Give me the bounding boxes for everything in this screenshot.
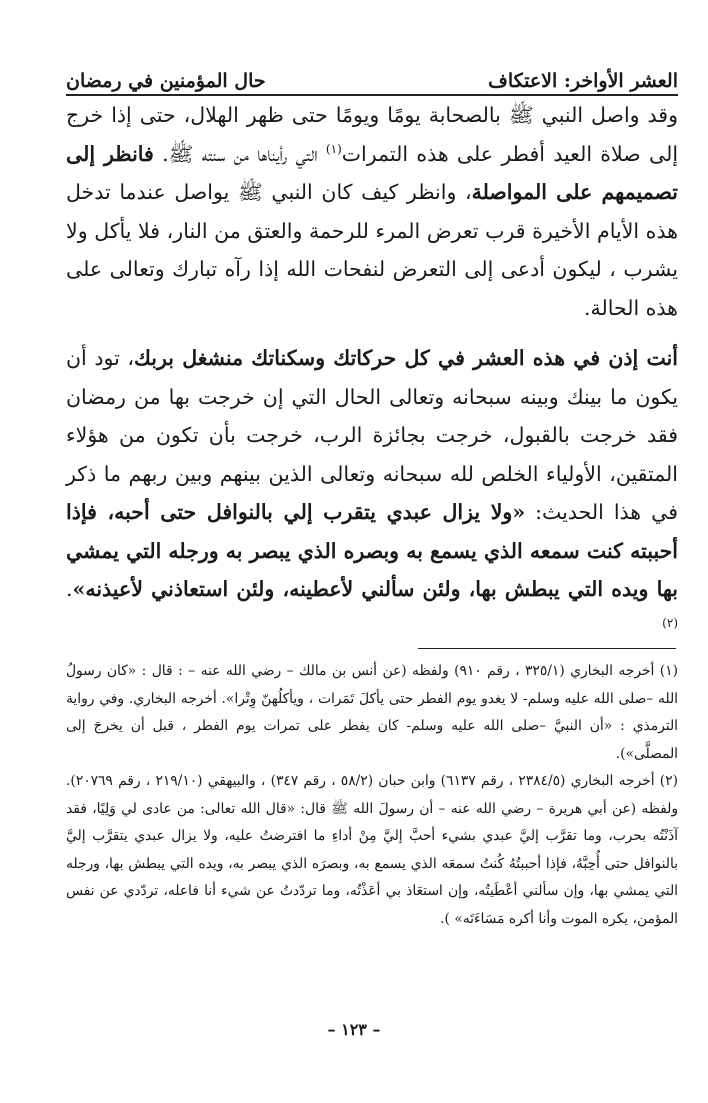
footnote-1: (١) أخرجه البخاري (٣٢٥/١ ، رقم ٩١٠) ولفظه (عن أنس بن مالك – رضي الله عنه – : قال : «كان رسولُ الله –صلى الله عليه وسلم- لا يغدو يوم الفطر حتى يأكلَ تَمَرات ، ويأكلُهنّ وِتْرا». أخرجه البخاري. وفي رواية الترمذي : «أن النبيَّ –صلى الله عليه وسلم- كان يفطر على تمرات يوم الفطر ، قبل أن يخرجَ إلى المصلَّى»).: [66, 663, 678, 762]
paragraph-1: وقد واصل النبي ﷺ بالصحابة يومًا ويومًا حتى ظهر الهلال، حتى إذا خرج إلى صلاة العيد أفطر على هذه التمرات$^{(١)}$ التي رأيناها من سنته ﷺ. فانظر إلى تصميمهم على المواصلة، وانظر كيف كان النبي ﷺ يواصل عندما تدخل هذه الأيام الأخيرة قرب تعرض المرء للرحمة والعتق من النار، فلا يأكل ولا يشرب ، ليكون أدعى إلى التعرض لنفحات الله إذا رآه تبارك وتعالى على هذه الحالة.: [66, 103, 679, 320]
footnote-ref-1: (١): [325, 141, 342, 156]
hadith-quote: «ولا يزال عبدي يتقرب إلي بالنوافل حتى أحبه، فإذا أحببته كنت سمعه الذي يسمع به وبصره الذي يبصر به ورجله التي يمشي بها ويده التي يبطش بها، ولئن سألني لأعطينه، ولئن استعاذني لأعيذنه»: [66, 500, 678, 601]
emphasis-text: أنت إذن في هذه العشر في كل حركاتك وسكناتك منشغل بربك: [133, 346, 678, 370]
footnote-ref-2: (٢): [662, 615, 678, 630]
emphasis-text: فانظر إلى تصميمهم على المواصلة: [66, 141, 678, 204]
section-title: العشر الأواخر: الاعتكاف: [488, 70, 678, 92]
footnote-separator: [418, 648, 676, 649]
running-header: [66, 62, 678, 92]
footnote-2: (٢) أخرجه البخاري (٢٣٨٤/٥ ، رقم ٦١٣٧) وابن حبان (٥٨/٢ ، رقم ٣٤٧) ، والبيهقي (٢١٩/١٠ ، رقم ٢٠٧٦٩). ولفظه (عن أبي هريرة – رضي الله عنه – أن رسولَ الله ﷺ قال: «قال الله تعالى: من عادى لي وَلِيًا، فقد آذَنْتُه بحرب، وما تقرَّب إليَّ عبدي بشيء أحبَّ إليَّ مِنْ أداءِ ما افترضتُ عليه، ولا يزال عبدي يتقرَّب إليَّ بالنوافل حتى أُحِبَّهُ، فإذا أحببتُهُ كُنتُ سمعَه الذي يسمع به، وبصرَه الذي يبصر به، ويده التي يبطش بها، ورجله التي يمشي بها، وإن سألني أعْطَيتُه، وإن استعَاذ بي أعَذْتُه، وما تردّدتُ عن شيء أنا فاعله، تردّدي عن نفس المؤمن، يكره الموت وأنا أكره مَسَاءَتَه» ).: [66, 773, 678, 927]
footnotes: [66, 658, 678, 933]
book-title: حال المؤمنين في رمضان: [66, 70, 266, 92]
page-number: – ١٢٣ –: [327, 1020, 381, 1039]
paragraph-2: أنت إذن في هذه العشر في كل حركاتك وسكناتك منشغل بربك، تود أن يكون ما بينك وبينه سبحانه وتعالى الحال التي إن خرجت بها من رمضان فقد خرجت بالقبول، خرجت بجائزة الرب، خرجت بأن تكون من هؤلاء المتقين، الأولياء الخلص لله سبحانه وتعالى الذين بينهم وبين ربهم ما ذكر في هذا الحديث: «ولا يزال عبدي يتقرب إلي بالنوافل حتى أحبه، فإذا أحببته كنت سمعه الذي يسمع به وبصره الذي يبصر به ورجله التي يمشي بها ويده التي يبطش بها، ولئن سألني لأعطينه، ولئن استعاذني لأعيذنه».$^{(٢)}$: [66, 346, 678, 630]
main-text: [66, 96, 678, 647]
